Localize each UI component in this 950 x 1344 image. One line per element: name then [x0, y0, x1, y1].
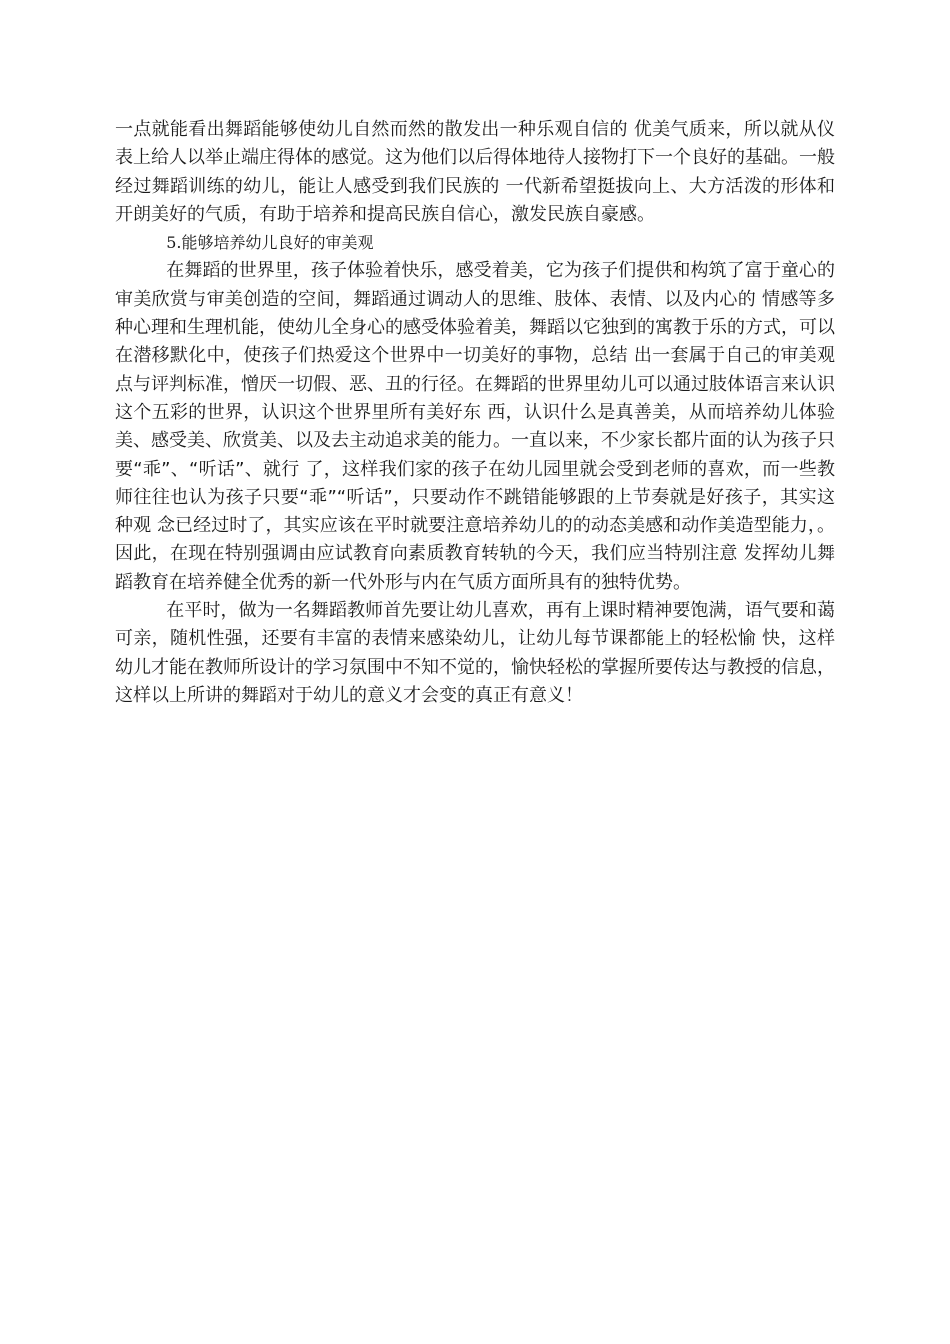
paragraph-body: 一点就能看出舞蹈能够使幼儿自然而然的散发出一种乐观自信的 优美气质来，所以就从仪表上给人以举止端庄得体的感觉。这为他们以后得体地待人接物打下一个良好的基础。一般经过舞蹈训练的幼儿，能让人感受到我们民族的 一代新希望挺拔向上、大方活泼的形体和开朗美好的气质，有助于培养和提高民族自信心，激发民族自豪感。 [115, 119, 835, 225]
paragraph-body: 在舞蹈的世界里，孩子体验着快乐，感受着美，它为孩子们提供和构筑了富于童心的审美欣赏与审美创造的空间，舞蹈通过调动人的思维、肢体、表情、以及内心的 情感等多种心理和生理机能，使幼儿全身心的感受体验着美，舞蹈以它独到的寓教于乐的方式，可以在潜移默化中，使孩子们热爱这个世界中一切美好的事物，总结 出一套属于自己的审美观点与评判标准，憎厌一切假、恶、丑的行径。在舞蹈的世界里幼儿可以通过肢体语言来认识这个五彩的世界，认识这个世界里所有美好东 西，认识什么是真善美，从而培养幼儿体验美、感受美、欣赏美、以及去主动追求美的能力。一直以来，不少家长都片面的认为孩子只要“乖”、“听话”、就行 了，这样我们家的孩子在幼儿园里就会受到老师的喜欢，而一些教师往往也认为孩子只要“乖”“听话”，只要动作不跳错能够跟的上节奏就是好孩子，其实这种观 念已经过时了，其实应该在平时就要注意培养幼儿的的动态美感和动作美造型能力，。因此，在现在特别强调由应试教育向素质教育转轨的今天，我们应当特别注意 发挥幼儿舞蹈教育在培养健全优秀的新一代外形与内在气质方面所具有的独特优势。 [115, 260, 835, 593]
paragraph-body: 在平时，做为一名舞蹈教师首先要让幼儿喜欢，再有上课时精神要饱满，语气要和蔼可亲，随机性强，还要有丰富的表情来感染幼儿，让幼儿每节课都能上的轻松愉 快，这样幼儿才能在教师所设计的学习氛围中不知不觉的，愉快轻松的掌握所要传达与教授的信息，这样以上所讲的舞蹈对于幼儿的意义才会变的真正有意义！ [115, 600, 835, 706]
section-heading: 5.能够培养幼儿良好的审美观 [166, 233, 374, 253]
document-body [115, 116, 835, 710]
